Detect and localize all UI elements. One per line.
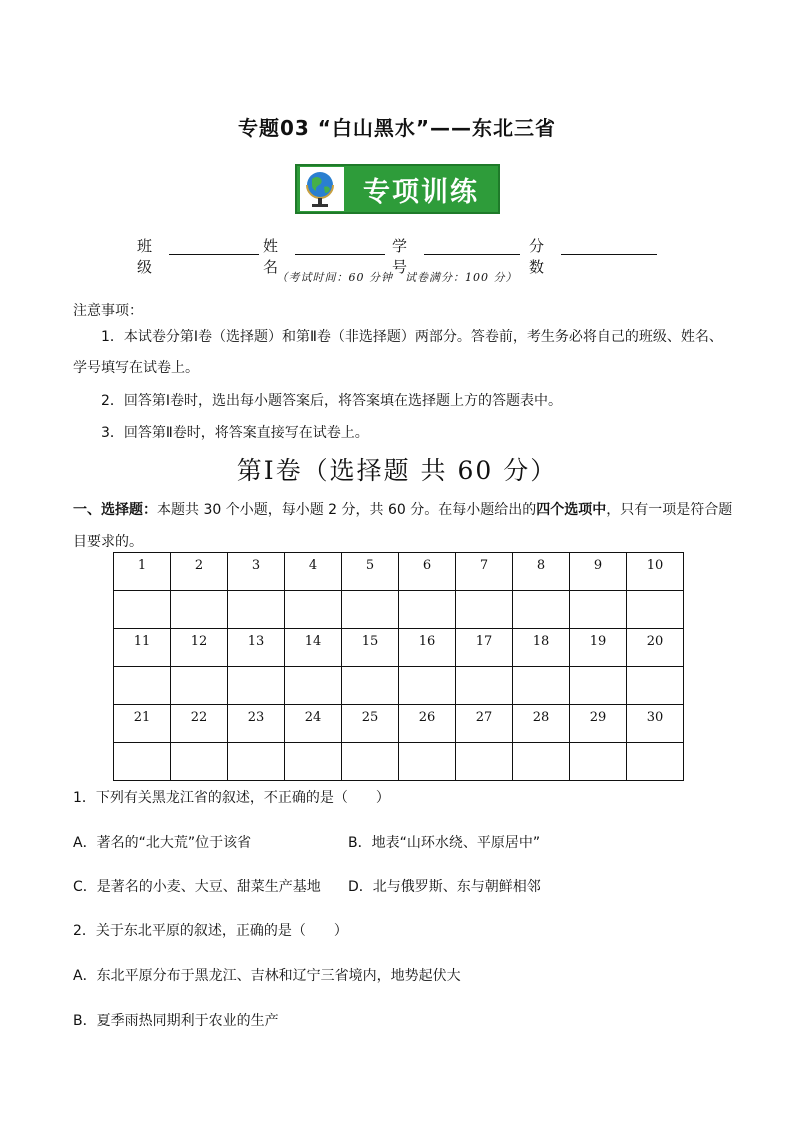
question-number: 22 [190, 710, 208, 725]
question-2-option-b[interactable]: B．夏季雨热同期利于农业的生产 [73, 1013, 279, 1029]
answer-cell[interactable] [342, 743, 399, 781]
question-number: 3 [251, 558, 261, 573]
question-number-cell [570, 553, 627, 591]
instructions [73, 494, 733, 558]
class-label: 班级 [137, 237, 153, 276]
answer-cell[interactable] [456, 743, 513, 781]
question-number-cell [228, 553, 285, 591]
question-number: 24 [304, 710, 322, 725]
student-id-label: 学号 [392, 237, 408, 276]
answer-cell[interactable] [513, 591, 570, 629]
question-number: 15 [361, 634, 379, 649]
answer-cell[interactable] [627, 743, 684, 781]
question-number: 30 [646, 710, 664, 725]
question-number-cell [285, 629, 342, 667]
question-1-option-b[interactable]: B．地表“山环水绕、平原居中” [348, 835, 541, 851]
answer-cell[interactable] [171, 667, 228, 705]
answer-cell[interactable] [228, 591, 285, 629]
question-number: 23 [247, 710, 265, 725]
question-1-option-d[interactable]: D．北与俄罗斯、东与朝鲜相邻 [348, 879, 541, 895]
notice-item-2: 2．回答第Ⅰ卷时，选出每小题答案后，将答案填在选择题上方的答题表中。 [101, 393, 563, 409]
answer-cell[interactable] [399, 743, 456, 781]
answer-cell[interactable] [285, 591, 342, 629]
question-number-cell [399, 705, 456, 743]
question-number-cell [285, 553, 342, 591]
answer-cell[interactable] [570, 743, 627, 781]
answer-cell[interactable] [342, 667, 399, 705]
answer-cell[interactable] [456, 667, 513, 705]
question-number: 28 [532, 710, 550, 725]
question-number-cell [399, 629, 456, 667]
question-number-cell [570, 629, 627, 667]
student-id-input-line[interactable] [424, 254, 520, 255]
question-number-cell [513, 705, 570, 743]
score-input-line[interactable] [561, 254, 657, 255]
answer-blank-row [114, 743, 684, 781]
question-number: 4 [308, 558, 318, 573]
question-number: 8 [536, 558, 546, 573]
question-number: 10 [646, 558, 664, 573]
question-number: 7 [479, 558, 489, 573]
question-number-cell [171, 553, 228, 591]
name-label: 姓名 [263, 237, 279, 276]
question-2-option-a[interactable]: A．东北平原分布于黑龙江、吉林和辽宁三省境内，地势起伏大 [73, 968, 461, 984]
question-number-cell [171, 629, 228, 667]
notice-title: 注意事项： [73, 303, 143, 319]
instructions-lead: 一、选择题： [73, 502, 157, 518]
answer-cell[interactable] [171, 591, 228, 629]
answer-cell[interactable] [114, 591, 171, 629]
question-number: 16 [418, 634, 436, 649]
exam-info: （考试时间：60 分钟 试卷满分：100 分） [276, 271, 518, 284]
question-number: 19 [589, 634, 607, 649]
answer-cell[interactable] [228, 743, 285, 781]
answer-blank-row [114, 591, 684, 629]
question-number: 9 [593, 558, 603, 573]
answer-cell[interactable] [114, 667, 171, 705]
answer-cell[interactable] [399, 591, 456, 629]
banner-label: 专项训练 [363, 176, 479, 208]
question-number: 12 [190, 634, 208, 649]
answer-cell[interactable] [570, 591, 627, 629]
instructions-part1: 本题共 30 个小题，每小题 2 分，共 60 分。在每小题给出的 [157, 502, 537, 518]
answer-number-row [114, 705, 684, 743]
question-1-option-c[interactable]: C．是著名的小麦、大豆、甜菜生产基地 [73, 879, 321, 895]
notice-item-3: 3．回答第Ⅱ卷时，将答案直接写在试卷上。 [101, 425, 369, 441]
answer-blank-row [114, 667, 684, 705]
answer-table [113, 552, 684, 781]
question-number-cell [399, 553, 456, 591]
question-number: 1 [137, 558, 147, 573]
question-number-cell [285, 705, 342, 743]
name-input-line[interactable] [295, 254, 385, 255]
answer-cell[interactable] [228, 667, 285, 705]
question-number: 17 [475, 634, 493, 649]
answer-cell[interactable] [342, 591, 399, 629]
answer-cell[interactable] [513, 743, 570, 781]
answer-number-row [114, 553, 684, 591]
answer-cell[interactable] [171, 743, 228, 781]
answer-cell[interactable] [627, 591, 684, 629]
question-2-stem: 2．关于东北平原的叙述，正确的是（ ） [73, 923, 348, 939]
question-number-cell [627, 629, 684, 667]
question-number-cell [228, 629, 285, 667]
globe-icon [300, 167, 344, 211]
section-title: 第Ⅰ卷（选择题 共 60 分） [236, 456, 558, 485]
question-number-cell [570, 705, 627, 743]
question-number-cell [342, 553, 399, 591]
question-number-cell [114, 705, 171, 743]
document-title: 专题03 “白山黑水”——东北三省 [237, 116, 557, 140]
answer-cell[interactable] [456, 591, 513, 629]
question-number: 2 [194, 558, 204, 573]
answer-cell[interactable] [513, 667, 570, 705]
instructions-bold: 四个选项中 [536, 502, 607, 518]
question-number-cell [627, 705, 684, 743]
question-number-cell [627, 553, 684, 591]
answer-cell[interactable] [114, 743, 171, 781]
question-number-cell [171, 705, 228, 743]
question-number-cell [456, 553, 513, 591]
question-number: 29 [589, 710, 607, 725]
practice-banner [295, 164, 500, 214]
question-number: 25 [361, 710, 379, 725]
question-number-cell [513, 629, 570, 667]
notice-item-1: 1．本试卷分第Ⅰ卷（选择题）和第Ⅱ卷（非选择题）两部分。答卷前，考生务必将自己的班级、姓名、学号填写在试卷上。 [73, 329, 723, 376]
question-number: 14 [304, 634, 322, 649]
question-number: 27 [475, 710, 493, 725]
question-number-cell [342, 629, 399, 667]
answer-cell[interactable] [285, 743, 342, 781]
answer-cell[interactable] [627, 667, 684, 705]
question-1-option-a[interactable]: A．著名的“北大荒”位于该省 [73, 835, 252, 851]
question-number-cell [228, 705, 285, 743]
question-number-cell [114, 553, 171, 591]
instructions-part2: ，只有一项是符合题目要求的。 [73, 502, 733, 550]
question-number-cell [456, 629, 513, 667]
answer-cell[interactable] [285, 667, 342, 705]
question-1-stem: 1．下列有关黑龙江省的叙述，不正确的是（ ） [73, 790, 390, 806]
question-number: 11 [133, 634, 151, 649]
question-number: 5 [365, 558, 375, 573]
answer-cell[interactable] [399, 667, 456, 705]
question-number: 21 [133, 710, 151, 725]
question-number: 6 [422, 558, 432, 573]
answer-cell[interactable] [570, 667, 627, 705]
question-number-cell [342, 705, 399, 743]
score-label: 分数 [529, 237, 545, 276]
question-number: 18 [532, 634, 550, 649]
answer-number-row [114, 629, 684, 667]
question-number-cell [513, 553, 570, 591]
question-number-cell [114, 629, 171, 667]
question-number: 20 [646, 634, 664, 649]
class-input-line[interactable] [169, 254, 259, 255]
question-number: 13 [247, 634, 265, 649]
question-number-cell [456, 705, 513, 743]
question-number: 26 [418, 710, 436, 725]
